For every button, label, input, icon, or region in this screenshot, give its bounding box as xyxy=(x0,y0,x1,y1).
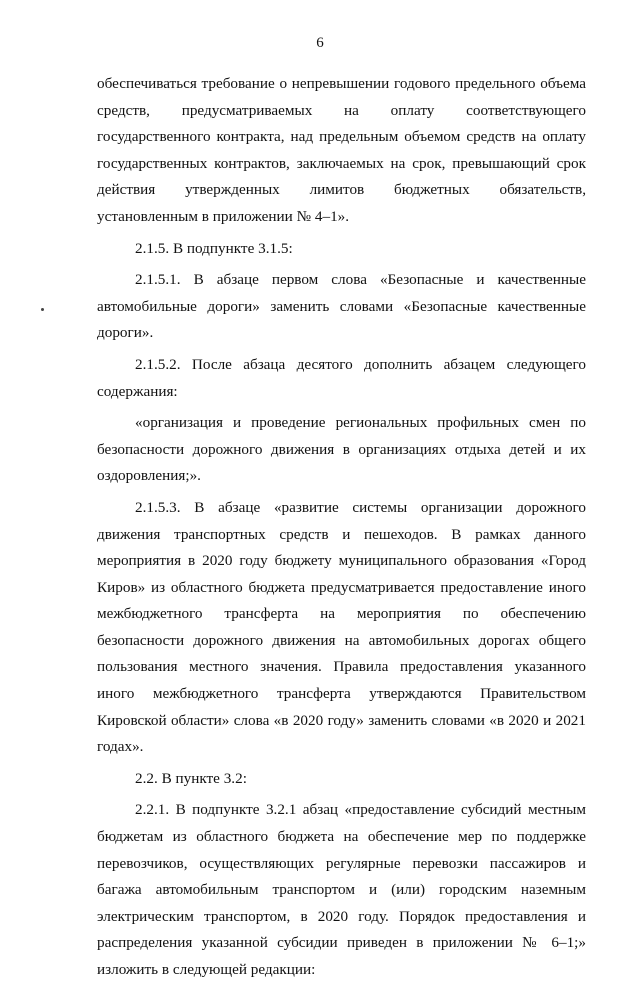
paragraph-quoted-addition: «организация и проведение региональных профильных смен по безопасности дорожного движения в организациях отдыха детей и их оздоровления;». xyxy=(97,414,586,485)
paragraph-2-2-1: 2.2.1. В подпункте 3.2.1 абзац «предоставление субсидий местным бюджетам из областного бюджета на обеспечение мер по поддержке перевозчиков, осуществляющих регулярные перевозки пассажиров и багажа автомобильным транспортом и (или) городским наземным электрическим транспортом, в 2020 году. Порядок предоставления и распределения указанной субсидии приведен в приложении № 6–1;» изложить в следующей редакции: xyxy=(97,801,586,978)
scan-speck xyxy=(41,308,44,311)
paragraph-2-1-5-2: 2.1.5.2. После абзаца десятого дополнить абзацем следующего содержания: xyxy=(97,355,586,400)
page-number: 6 xyxy=(316,35,324,51)
paragraph-continuation: обеспечиваться требование о непревышении годового предельного объема средств, предусматриваемых на оплату соответствующего государственного контракта, над предельным объемом средств на оплату государственных контрактов, заключаемых на срок, превышающий срок действия утвержденных лимитов бюджетных обязательств, установленным в приложении № 4–1». xyxy=(97,75,586,225)
document-body xyxy=(97,71,586,984)
paragraph-2-1-5-3: 2.1.5.3. В абзаце «развитие системы организации дорожного движения транспортных средств и пешеходов. В рамках данного мероприятия в 2020 году бюджету муниципального образования «Город Киров» из областного бюджета предусматривается предоставление иного межбюджетного трансферта на мероприятия по обеспечению безопасности дорожного движения на автомобильных дорогах общего пользования местного значения. Правила предоставления указанного иного межбюджетного трансферта утверждаются Правительством Кировской области» слова «в 2020 году» заменить словами «в 2020 и 2021 годах». xyxy=(97,498,586,756)
paragraph-2-1-5-1: 2.1.5.1. В абзаце первом слова «Безопасные и качественные автомобильные дороги» заменить словами «Безопасные качественные дороги». xyxy=(97,271,586,342)
paragraph-2-2: 2.2. В пункте 3.2: xyxy=(135,769,247,787)
paragraph-2-1-5: 2.1.5. В подпункте 3.1.5: xyxy=(135,239,293,257)
